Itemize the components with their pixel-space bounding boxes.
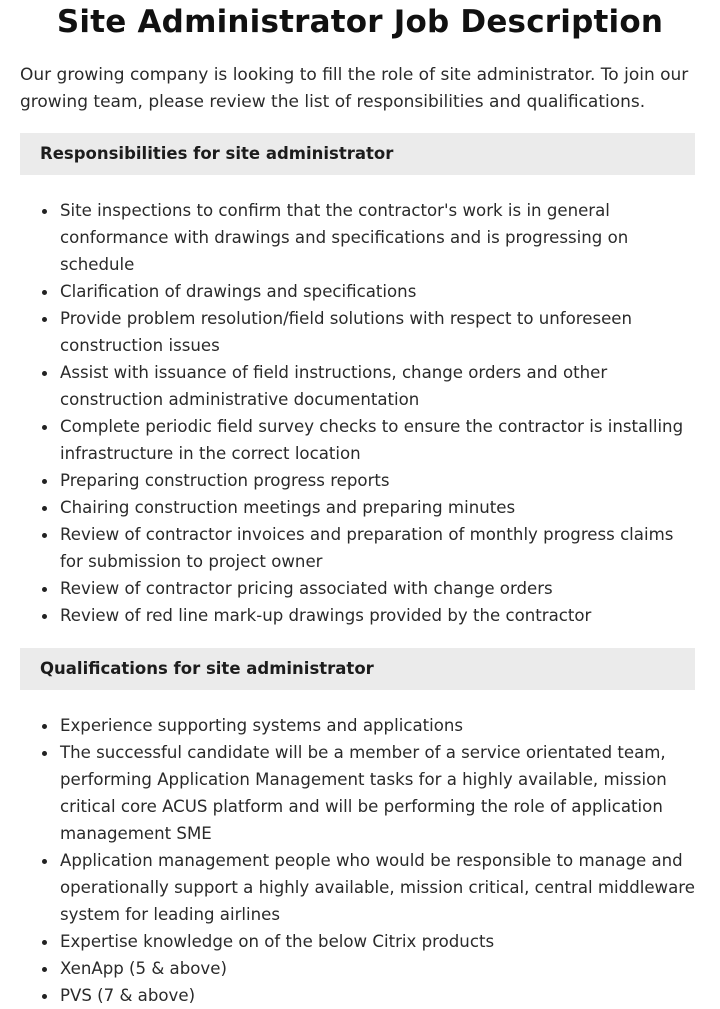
list-item: Preparing construction progress reports xyxy=(20,467,700,494)
list-item: Review of red line mark-up drawings provided by the contractor xyxy=(20,602,700,629)
qualifications-heading: Qualifications for site administrator xyxy=(20,648,695,690)
intro-paragraph: Our growing company is looking to fill the role of site administrator. To join our growing team, please review the list of responsibilities and qualifications. xyxy=(20,65,689,112)
qualifications-list xyxy=(20,712,700,1009)
list-item: Review of contractor pricing associated with change orders xyxy=(20,575,700,602)
list-item: Site inspections to confirm that the contractor's work is in general conformance with drawings and specifications and is progressing on schedule xyxy=(20,197,700,278)
list-item: Clarification of drawings and specifications xyxy=(20,278,700,305)
list-item: Review of contractor invoices and preparation of monthly progress claims for submission to project owner xyxy=(20,521,700,575)
list-item: Chairing construction meetings and preparing minutes xyxy=(20,494,700,521)
list-item: The successful candidate will be a member of a service orientated team, performing Application Management tasks for a highly available, mission critical core ACUS platform and will be performing the role of application management SME xyxy=(20,739,700,847)
list-item: XenApp (5 & above) xyxy=(20,955,700,982)
list-item: PVS (7 & above) xyxy=(20,982,700,1009)
page-title: Site Administrator Job Description xyxy=(56,4,664,40)
list-item: Experience supporting systems and applications xyxy=(20,712,700,739)
responsibilities-heading: Responsibilities for site administrator xyxy=(20,133,695,175)
list-item: Application management people who would be responsible to manage and operationally support a highly available, mission critical, central middleware system for leading airlines xyxy=(20,847,700,928)
list-item: Provide problem resolution/field solutions with respect to unforeseen construction issues xyxy=(20,305,700,359)
list-item: Expertise knowledge on of the below Citrix products xyxy=(20,928,700,955)
list-item: Complete periodic field survey checks to ensure the contractor is installing infrastructure in the correct location xyxy=(20,413,700,467)
responsibilities-list xyxy=(20,197,700,629)
list-item: Assist with issuance of field instructions, change orders and other construction administrative documentation xyxy=(20,359,700,413)
